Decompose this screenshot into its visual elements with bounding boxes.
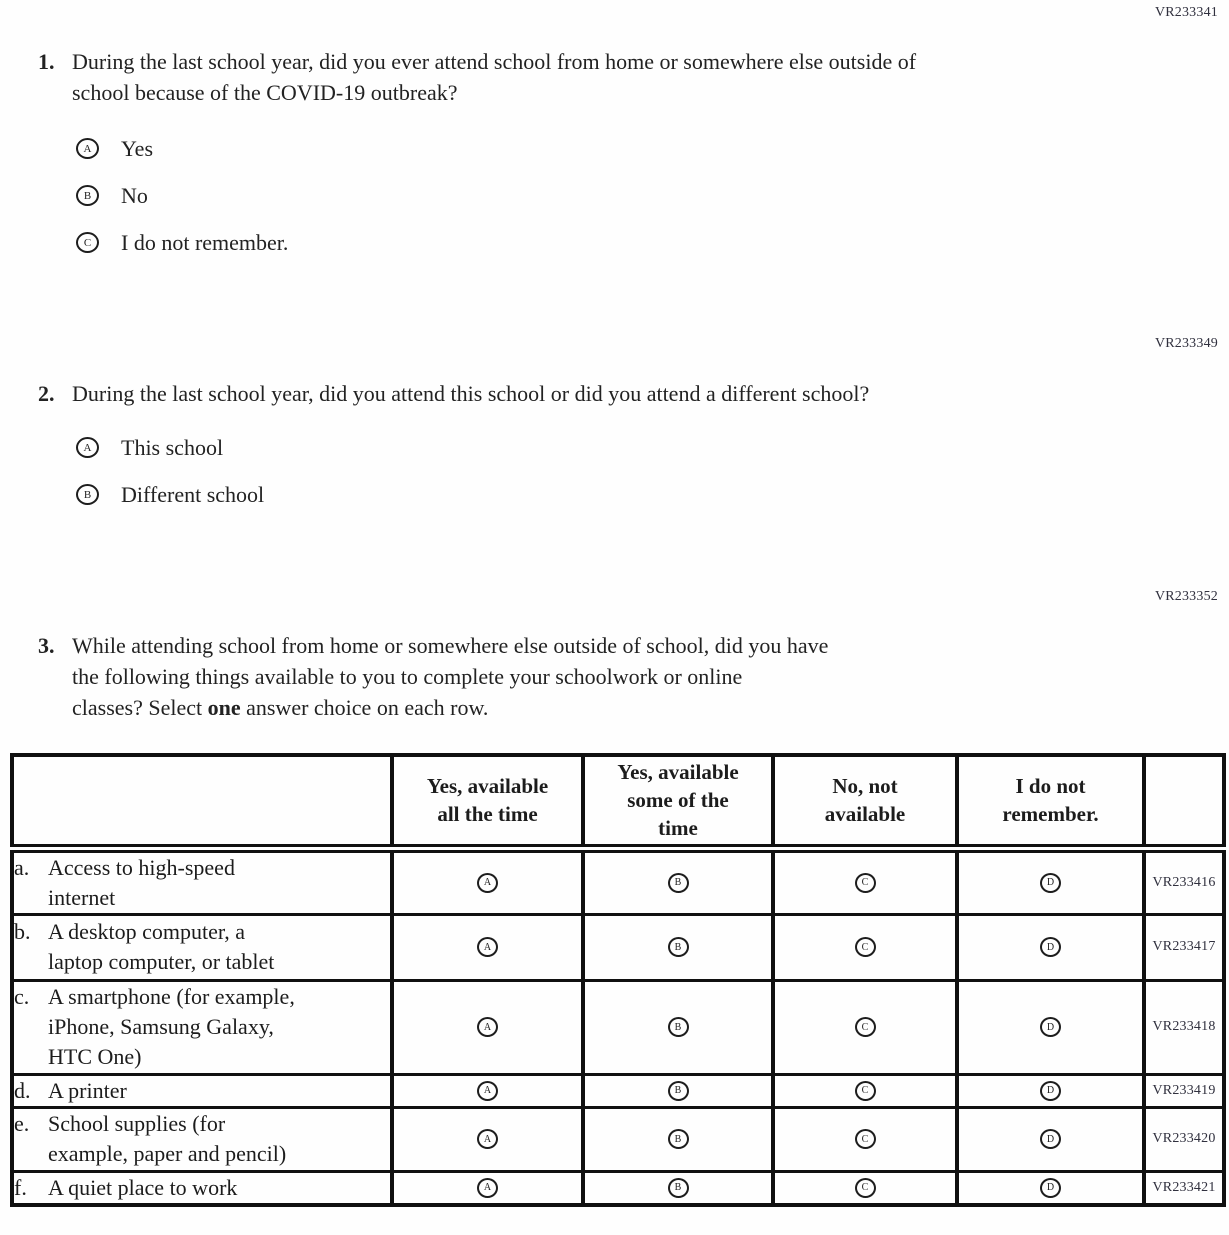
bubble-letter: C	[861, 1133, 869, 1145]
answer-cell	[773, 1171, 957, 1205]
question-line: While attending school from home or somewhere else outside of school, did you have	[72, 633, 829, 658]
question-line	[72, 692, 828, 723]
item-cell	[12, 1171, 392, 1205]
bubble-letter: B	[674, 1182, 682, 1194]
bubble-letter: C	[861, 941, 869, 953]
answer-cell	[773, 914, 957, 980]
answer-cell	[392, 914, 583, 980]
answer-bubble-a[interactable]	[477, 1017, 498, 1037]
answer-bubble-b[interactable]	[668, 1129, 689, 1149]
answer-bubble-c[interactable]	[855, 1017, 876, 1037]
option-row	[76, 432, 264, 463]
bubble-letter: A	[483, 1133, 492, 1145]
question-1-options	[76, 133, 288, 274]
question-3-code: VR233352	[1154, 589, 1218, 604]
bubble-letter: A	[483, 877, 492, 889]
header-code-cell	[1144, 755, 1224, 848]
question-line: the following things available to you to complete your schoolwork or online	[72, 664, 743, 689]
bubble-letter: A	[483, 941, 492, 953]
option-row	[76, 133, 288, 164]
answer-bubble-b[interactable]	[668, 873, 689, 893]
item-line: HTC One)	[48, 1044, 142, 1069]
question-3-text	[72, 630, 828, 723]
answer-cell	[392, 848, 583, 914]
question-2-number: 2.	[38, 381, 55, 406]
table-row-f	[12, 1171, 1224, 1205]
header-yes-all-time	[392, 755, 583, 848]
header-not-available	[773, 755, 957, 848]
item-cell	[12, 1074, 392, 1107]
item-letter: b.	[14, 919, 31, 944]
answer-cell	[957, 980, 1144, 1074]
answer-cell	[583, 1107, 773, 1171]
bubble-letter: C	[861, 877, 869, 889]
answer-bubble-d[interactable]	[1040, 873, 1061, 893]
answer-bubble-d[interactable]	[1040, 1129, 1061, 1149]
table-row-b	[12, 914, 1224, 980]
item-cell	[12, 980, 392, 1074]
table-row-c	[12, 980, 1224, 1074]
bubble-letter: B	[674, 1133, 682, 1145]
table-row-d	[12, 1074, 1224, 1107]
header-row	[12, 755, 1224, 848]
header-line: all the time	[437, 802, 538, 827]
option-label: Different school	[121, 481, 265, 507]
table-row-e	[12, 1107, 1224, 1171]
answer-cell	[392, 1107, 583, 1171]
header-line: No, not	[832, 774, 898, 799]
answer-bubble-d[interactable]	[1040, 937, 1061, 957]
item-text	[48, 1109, 390, 1169]
answer-bubble-a[interactable]	[477, 1178, 498, 1198]
item-text	[48, 1076, 390, 1106]
item-text	[48, 853, 390, 913]
line-part-bold: one	[207, 695, 241, 720]
item-line: example, paper and pencil)	[48, 1141, 287, 1166]
question-2-code: VR233349	[1154, 336, 1218, 351]
item-line: internet	[48, 884, 116, 910]
row-code: VR233416	[1144, 848, 1224, 914]
question-line: During the last school year, did you ever attend school from home or somewhere else outside of	[72, 49, 917, 74]
header-line: Yes, available	[617, 760, 739, 785]
item-line: A desktop computer, a	[48, 919, 246, 944]
answer-cell	[957, 1107, 1144, 1171]
item-line: iPhone, Samsung Galaxy,	[48, 1014, 274, 1039]
answer-cell	[392, 1074, 583, 1107]
bubble-letter: A	[483, 1085, 492, 1097]
answer-bubble-c[interactable]	[855, 1081, 876, 1101]
bubble-letter: A	[483, 1021, 492, 1033]
line-part: classes? Select	[72, 695, 208, 720]
item-cell	[12, 848, 392, 914]
row-code: VR233419	[1144, 1074, 1224, 1107]
answer-bubble-a[interactable]	[477, 1081, 498, 1101]
item-text	[48, 982, 390, 1072]
answer-bubble-a[interactable]	[477, 873, 498, 893]
bubble-letter: C	[83, 236, 92, 249]
question-line: During the last school year, did you attend this school or did you attend a different school?	[72, 381, 870, 406]
answer-bubble-b[interactable]	[668, 1178, 689, 1198]
header-do-not-remember	[957, 755, 1144, 848]
item-cell	[12, 1107, 392, 1171]
answer-cell	[583, 848, 773, 914]
option-label: I do not remember.	[121, 229, 289, 255]
item-line: A smartphone (for example,	[48, 984, 295, 1009]
item-line: Access to high-speed	[48, 854, 235, 880]
bubble-letter: A	[83, 441, 92, 454]
header-line: remember.	[1002, 802, 1099, 827]
answer-cell	[583, 1074, 773, 1107]
option-bubble-c[interactable]	[76, 232, 99, 253]
bubble-letter: D	[1046, 941, 1055, 953]
question-line: school because of the COVID-19 outbreak?	[72, 80, 458, 105]
bubble-letter: C	[861, 1182, 869, 1194]
item-line: laptop computer, or tablet	[48, 949, 275, 974]
header-line: time	[658, 816, 698, 841]
answer-bubble-c[interactable]	[855, 937, 876, 957]
bubble-letter: B	[674, 941, 682, 953]
item-letter: f.	[14, 1174, 27, 1200]
answer-cell	[773, 1074, 957, 1107]
bubble-letter: D	[1046, 877, 1055, 889]
option-bubble-b[interactable]	[76, 484, 99, 505]
header-line: some of the	[627, 788, 729, 813]
answer-cell	[957, 1074, 1144, 1107]
question-2	[38, 378, 869, 409]
item-letter: d.	[14, 1077, 31, 1103]
answer-cell	[583, 914, 773, 980]
question-1-number: 1.	[38, 49, 55, 74]
option-row	[76, 227, 288, 258]
row-code: VR233421	[1144, 1171, 1224, 1205]
bubble-letter: B	[83, 488, 92, 501]
option-label: No	[121, 182, 148, 208]
row-code: VR233418	[1144, 980, 1224, 1074]
answer-cell	[773, 848, 957, 914]
answer-cell	[773, 980, 957, 1074]
question-3-number: 3.	[38, 633, 55, 658]
item-letter: a.	[14, 854, 30, 880]
question-1-text	[72, 46, 916, 108]
bubble-letter: D	[1046, 1085, 1055, 1097]
item-letter: e.	[14, 1111, 30, 1136]
option-row	[76, 180, 288, 211]
question-2-text	[72, 378, 869, 409]
answer-bubble-b[interactable]	[668, 1081, 689, 1101]
option-label: This school	[121, 434, 224, 460]
answer-bubble-d[interactable]	[1040, 1081, 1061, 1101]
item-text	[48, 917, 390, 977]
header-yes-some-time	[583, 755, 773, 848]
header-line: I do not	[1015, 774, 1086, 799]
bubble-letter: C	[861, 1021, 869, 1033]
bubble-letter: A	[483, 1182, 492, 1194]
option-bubble-a[interactable]	[76, 437, 99, 458]
answer-bubble-b[interactable]	[668, 1017, 689, 1037]
item-text	[48, 1173, 390, 1203]
answer-bubble-d[interactable]	[1040, 1017, 1061, 1037]
answer-bubble-a[interactable]	[477, 937, 498, 957]
answer-cell	[392, 1171, 583, 1205]
answer-cell	[583, 1171, 773, 1205]
option-label: Yes	[121, 135, 154, 161]
question-1	[38, 46, 916, 108]
item-letter: c.	[14, 984, 30, 1009]
row-code: VR233420	[1144, 1107, 1224, 1171]
answer-cell	[957, 914, 1144, 980]
answer-bubble-c[interactable]	[855, 1129, 876, 1149]
answer-cell	[583, 980, 773, 1074]
answer-cell	[957, 848, 1144, 914]
bubble-letter: B	[674, 1085, 682, 1097]
bubble-letter: A	[83, 142, 92, 155]
item-line: School supplies (for	[48, 1111, 226, 1136]
bubble-letter: C	[861, 1085, 869, 1097]
bubble-letter: D	[1046, 1133, 1055, 1145]
question-1-code: VR233341	[1154, 5, 1218, 20]
item-line: A quiet place to work	[48, 1174, 238, 1200]
line-part: answer choice on each row.	[240, 695, 489, 720]
answer-cell	[957, 1171, 1144, 1205]
question-2-options	[76, 432, 264, 526]
answer-bubble-c[interactable]	[855, 1178, 876, 1198]
option-row	[76, 479, 264, 510]
answer-bubble-d[interactable]	[1040, 1178, 1061, 1198]
header-line: available	[824, 802, 906, 827]
option-bubble-b[interactable]	[76, 185, 99, 206]
answer-cell	[392, 980, 583, 1074]
answer-bubble-b[interactable]	[668, 937, 689, 957]
header-line: Yes, available	[426, 774, 549, 799]
bubble-letter: D	[1046, 1021, 1055, 1033]
bubble-letter: B	[674, 1021, 682, 1033]
item-line: A printer	[48, 1077, 127, 1103]
option-bubble-a[interactable]	[76, 138, 99, 159]
row-code: VR233417	[1144, 914, 1224, 980]
question-3	[38, 630, 828, 723]
item-cell	[12, 914, 392, 980]
answer-cell	[773, 1107, 957, 1171]
answer-bubble-a[interactable]	[477, 1129, 498, 1149]
bubble-letter: D	[1046, 1182, 1055, 1194]
bubble-letter: B	[83, 189, 92, 202]
table-row-a	[12, 848, 1224, 914]
header-empty-cell	[12, 755, 392, 848]
bubble-letter: B	[674, 877, 682, 889]
answer-bubble-c[interactable]	[855, 873, 876, 893]
response-grid	[10, 753, 1226, 1207]
